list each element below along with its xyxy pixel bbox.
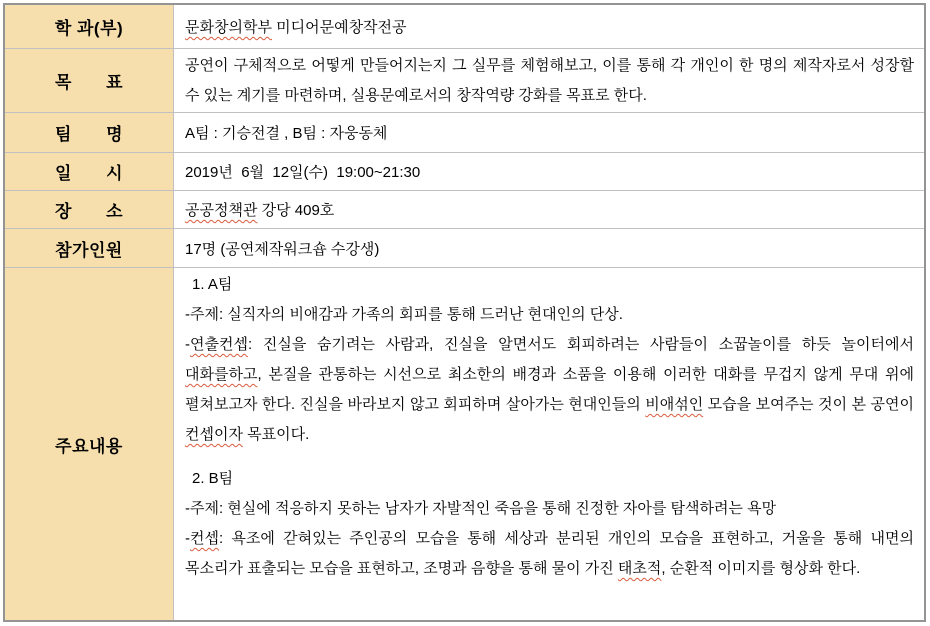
label-cell-datetime [5, 153, 174, 191]
label-team-name: 팀 명 [55, 125, 123, 144]
label-goal: 목 표 [55, 73, 123, 92]
spellcheck-word: 연출컨셉 [190, 336, 248, 353]
text-run: 강당 409호 [257, 202, 335, 219]
text-run: : 진실을 숨기려는 사람과, 진실을 알면서도 회피하려는 사람들이 소꿉놀이를 하듯 놀이터에서 [247, 336, 914, 353]
datetime-value [185, 161, 420, 182]
text-run: 17명 (공연제작워크숍 수강생) [185, 240, 380, 258]
label-cell-main-content [5, 268, 174, 620]
label-cell-team-name [5, 113, 174, 153]
paragraph [185, 300, 914, 330]
label-main-content: 주요내용 [55, 436, 123, 456]
label-cell-goal [5, 49, 174, 113]
content-cell-participants [174, 229, 924, 268]
label-place: 장 소 [55, 202, 123, 221]
label-cell-place [5, 191, 174, 229]
text-run: : 욕조에 갇혀있는 주인공의 모습을 통해 세상과 분리된 개인의 모습을 표현하고, 거울을 통해 내면의 목소리가 표출되는 모습을 표현하고, 조명과 음향을 통해 물이 가진 [185, 530, 914, 577]
label-participants: 참가인원 [55, 240, 123, 260]
text-run: 1. A팀 [192, 276, 233, 293]
department-value [185, 16, 407, 37]
text-run: - [185, 530, 190, 547]
paragraph [185, 524, 914, 584]
spellcheck-word: 비애섞인 [645, 396, 704, 413]
text-run: , 본질을 관통하는 시선으로 최소한의 배경과 소품을 이용해 이러한 대화를 무겁지 않게 무대 위에 펼쳐보고자 한다. 진실을 바라보지 않고 회피하며 살아가는 현대인들의 [185, 366, 914, 413]
label-datetime: 일 시 [55, 164, 123, 183]
participants-value [185, 238, 379, 259]
text-run: - [185, 336, 190, 353]
content-cell-main-content [174, 268, 924, 620]
text-run: 모습을 보여주는 것이 본 공연이 [703, 396, 914, 413]
text-run: 2019년 6월 12일(수) 19:00~21:30 [185, 164, 421, 181]
label-department: 학 과(부) [54, 19, 124, 38]
spellcheck-word: 컨셉이자 [185, 426, 243, 443]
text-run: -주제: 실직자의 비애감과 가족의 회피를 통해 드러난 현대인의 단상. [185, 306, 623, 323]
place-value [185, 199, 334, 220]
text-run: 목표이다. [242, 426, 310, 443]
paragraph [185, 330, 914, 450]
content-cell-department [174, 5, 924, 49]
text-run: , 순환적 이미지를 형상화 한다. [661, 560, 861, 577]
spellcheck-word: 태초적 [617, 560, 662, 577]
main-content-text [185, 268, 914, 584]
label-cell-department [5, 5, 174, 49]
content-cell-goal [174, 49, 924, 113]
team-name-value [185, 122, 387, 143]
content-cell-datetime [174, 153, 924, 191]
spellcheck-word: 대화를하고 [185, 366, 258, 383]
paragraph [185, 464, 914, 494]
spellcheck-word: 공공정책관 [185, 202, 258, 219]
text-run: 미디어문예창작전공 [271, 19, 407, 36]
paragraph [185, 494, 914, 524]
spellcheck-word: 문화창의학부 [185, 19, 272, 36]
label-cell-participants [5, 229, 174, 268]
document-table [3, 3, 926, 622]
content-cell-team-name [174, 113, 924, 153]
text-run: A팀 : 기승전결 , B팀 : 자웅동체 [185, 125, 388, 142]
content-cell-place [174, 191, 924, 229]
text-run: 2. B팀 [192, 470, 234, 487]
spellcheck-word: 컨셉 [190, 530, 219, 547]
paragraph [185, 270, 914, 300]
goal-text: 공연이 구체적으로 어떻게 만들어지는지 그 실무를 체험해보고, 이를 통해 각 개인이 한 명의 제작자로서 성장할 수 있는 계기를 마련하며, 실용문예로서의 창작역량 강화를 목표로 한다. [185, 56, 914, 104]
text-run: -주제: 현실에 적응하지 못하는 남자가 자발적인 죽음을 통해 진정한 자아를 탐색하려는 욕망 [185, 500, 777, 517]
